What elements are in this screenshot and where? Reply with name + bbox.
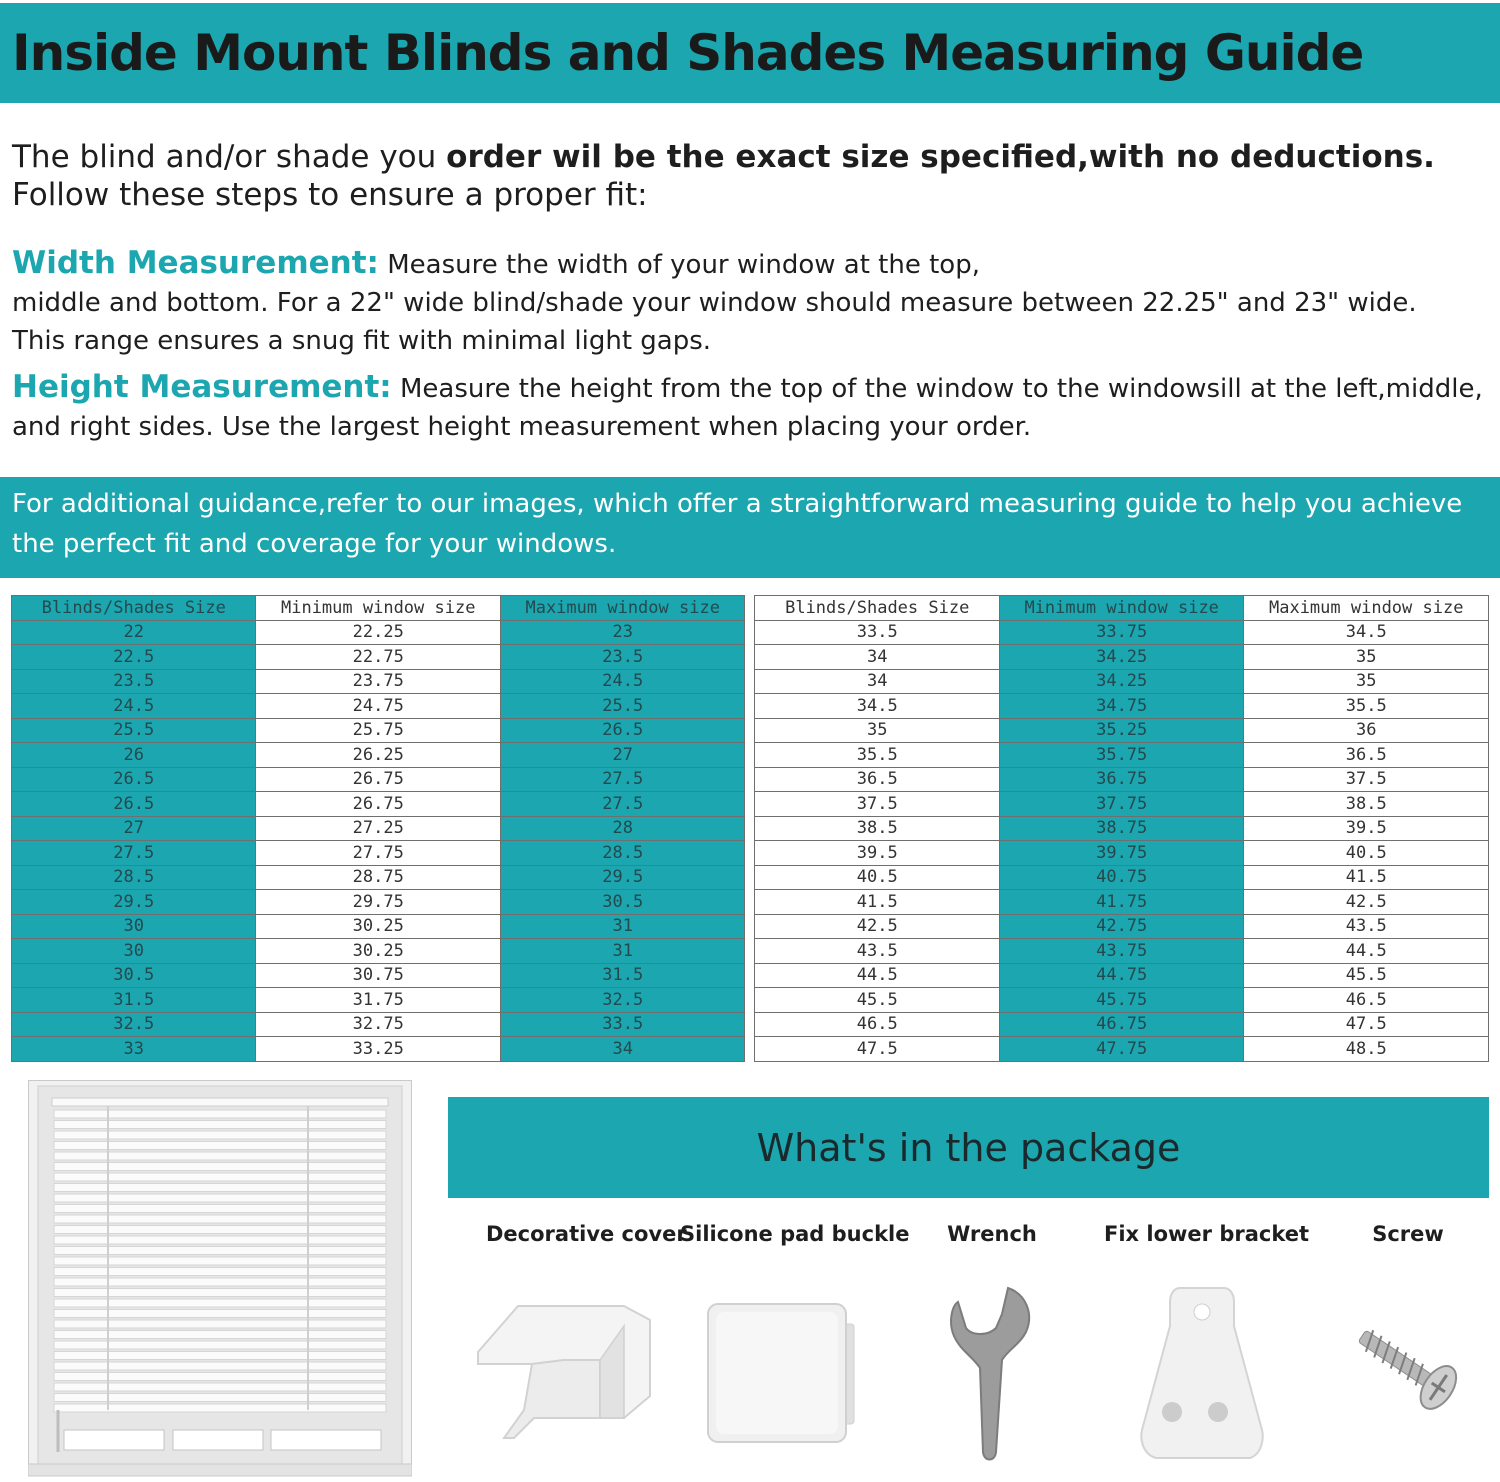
table-cell: 32.5 (12, 1012, 256, 1037)
blind-slat (54, 1320, 386, 1328)
blind-slat (54, 1289, 386, 1297)
table-cell: 27.5 (500, 767, 744, 792)
table-cell: 40.5 (755, 865, 999, 890)
blind-slat (54, 1404, 386, 1412)
table-row (12, 988, 1489, 1013)
table-cell: 34 (755, 645, 999, 670)
table-cell: 33 (12, 1037, 256, 1062)
blind-slat (54, 1341, 386, 1349)
table-cell: 26.5 (12, 792, 256, 817)
header-blind-size: Blinds/Shades Size (12, 596, 256, 621)
table-cell: 37.5 (1244, 767, 1489, 792)
table-cell: 46.5 (755, 1012, 999, 1037)
table-cell: 27 (500, 743, 744, 768)
blind-slat (54, 1268, 386, 1276)
blind-slat (54, 1383, 386, 1391)
table-cell: 36.5 (755, 767, 999, 792)
table-cell: 45.5 (1244, 963, 1489, 988)
table-cell: 35.5 (1244, 694, 1489, 719)
table-cell: 35 (755, 718, 999, 743)
table-row (12, 1037, 1489, 1062)
table-cell: 46.75 (999, 1012, 1243, 1037)
table-cell: 29.5 (500, 865, 744, 890)
table-cell: 46.5 (1244, 988, 1489, 1013)
table-cell: 47.5 (755, 1037, 999, 1062)
width-text3: This range ensures a snug fit with minimal light gaps. (12, 326, 712, 356)
table-cell: 39.5 (1244, 816, 1489, 841)
blind-slat (54, 1257, 386, 1265)
guidance-line2: the perfect fit and coverage for your windows. (12, 529, 617, 559)
table-cell: 29.75 (256, 890, 500, 915)
table-cell: 31.5 (500, 963, 744, 988)
blind-slat (54, 1110, 386, 1118)
table-cell: 44.5 (1244, 939, 1489, 964)
blind-slat (54, 1299, 386, 1307)
table-cell: 48.5 (1244, 1037, 1489, 1062)
table-cell: 30.25 (256, 914, 500, 939)
blind-slat (54, 1373, 386, 1381)
table-cell: 41.5 (755, 890, 999, 915)
table-row (12, 767, 1489, 792)
table-cell: 30 (12, 939, 256, 964)
height-text2: and right sides. Use the largest height measurement when placing your order. (12, 412, 1032, 442)
table-cell: 24.5 (12, 694, 256, 719)
table-cell: 41.5 (1244, 865, 1489, 890)
table-row (12, 1012, 1489, 1037)
blind-slat (54, 1331, 386, 1339)
table-cell: 43.5 (1244, 914, 1489, 939)
blind-slat (54, 1184, 386, 1192)
intro-line2: Follow these steps to ensure a proper fit: (12, 177, 648, 213)
table-cell: 45.5 (755, 988, 999, 1013)
blind-slat (54, 1142, 386, 1150)
item-label-decorative-cover: Decorative cover (486, 1222, 687, 1246)
table-row (12, 694, 1489, 719)
table-row (12, 645, 1489, 670)
table-row (12, 816, 1489, 841)
item-label-silicone-pad: Silicone pad buckle (680, 1222, 910, 1246)
window-blinds-image (28, 1080, 412, 1478)
screw-icon (1348, 1318, 1474, 1420)
width-text1: Measure the width of your window at the top, (378, 250, 980, 280)
blind-slat (54, 1121, 386, 1129)
blind-slat (54, 1131, 386, 1139)
table-cell: 35.25 (999, 718, 1243, 743)
table-cell: 42.5 (755, 914, 999, 939)
header-max-size: Maximum window size (1244, 596, 1489, 621)
table-cell: 22.5 (12, 645, 256, 670)
blind-slat (54, 1173, 386, 1181)
blind-slat (54, 1278, 386, 1286)
blind-slat (54, 1215, 386, 1223)
blind-slat (54, 1362, 386, 1370)
table-cell: 34.5 (1244, 620, 1489, 645)
table-cell: 26 (12, 743, 256, 768)
table-cell: 47.5 (1244, 1012, 1489, 1037)
table-cell: 28.75 (256, 865, 500, 890)
table-cell: 32.75 (256, 1012, 500, 1037)
table-cell: 45.75 (999, 988, 1243, 1013)
table-row (12, 890, 1489, 915)
table-cell: 32.5 (500, 988, 744, 1013)
table-cell: 27.25 (256, 816, 500, 841)
table-cell: 36.5 (1244, 743, 1489, 768)
decorative-cover-icon (474, 1300, 656, 1440)
table-cell: 25.5 (12, 718, 256, 743)
table-cell: 44.75 (999, 963, 1243, 988)
package-title: What's in the package (756, 1125, 1181, 1170)
bracket-icon (1138, 1286, 1266, 1462)
table-cell: 34 (755, 669, 999, 694)
table-cell: 43.5 (755, 939, 999, 964)
header-min-size: Minimum window size (256, 596, 500, 621)
table-cell: 22.75 (256, 645, 500, 670)
package-banner (448, 1097, 1489, 1198)
table-cell: 24.5 (500, 669, 744, 694)
table-cell: 39.75 (999, 841, 1243, 866)
wrench-icon (946, 1284, 1036, 1464)
table-cell: 35 (1244, 669, 1489, 694)
table-row (12, 718, 1489, 743)
table-cell: 27.5 (12, 841, 256, 866)
blind-slat (54, 1152, 386, 1160)
table-cell: 26.25 (256, 743, 500, 768)
blind-slat (54, 1394, 386, 1402)
table-cell: 40.75 (999, 865, 1243, 890)
table-cell: 38.75 (999, 816, 1243, 841)
table-cell: 26.75 (256, 792, 500, 817)
table-row (12, 792, 1489, 817)
table-cell: 22.25 (256, 620, 500, 645)
table-cell: 35 (1244, 645, 1489, 670)
table-cell: 28 (500, 816, 744, 841)
header-blind-size: Blinds/Shades Size (755, 596, 999, 621)
table-cell: 29.5 (12, 890, 256, 915)
table-cell: 44.5 (755, 963, 999, 988)
table-cell: 27.5 (500, 792, 744, 817)
table-cell: 30.5 (500, 890, 744, 915)
table-cell: 34.75 (999, 694, 1243, 719)
table-cell: 37.5 (755, 792, 999, 817)
table-header-row (12, 596, 1489, 621)
page-title: Inside Mount Blinds and Shades Measuring Guide (12, 24, 1364, 82)
table-cell: 26.75 (256, 767, 500, 792)
table-cell: 22 (12, 620, 256, 645)
table-cell: 37.75 (999, 792, 1243, 817)
table-cell: 36 (1244, 718, 1489, 743)
table-cell: 33.5 (755, 620, 999, 645)
blind-slat (54, 1226, 386, 1234)
blind-slat (54, 1163, 386, 1171)
blind-slat (54, 1352, 386, 1360)
table-cell: 36.75 (999, 767, 1243, 792)
title-bar (0, 3, 1500, 103)
table-cell: 40.5 (1244, 841, 1489, 866)
table-cell: 28.5 (500, 841, 744, 866)
height-heading: Height Measurement: (12, 369, 392, 405)
table-cell: 30.5 (12, 963, 256, 988)
table-cell: 41.75 (999, 890, 1243, 915)
table-cell: 38.5 (755, 816, 999, 841)
item-label-wrench: Wrench (947, 1222, 1037, 1246)
blind-slat (54, 1247, 386, 1255)
table-cell: 28.5 (12, 865, 256, 890)
table-row (12, 939, 1489, 964)
table-cell: 23.5 (12, 669, 256, 694)
header-max-size: Maximum window size (500, 596, 744, 621)
item-label-bracket: Fix lower bracket (1104, 1222, 1310, 1246)
width-text2: middle and bottom. For a 22" wide blind/shade your window should measure between 22.25" and 23" wide. (12, 288, 1417, 318)
table-cell: 30.75 (256, 963, 500, 988)
blind-slat (54, 1236, 386, 1244)
table-cell: 31 (500, 939, 744, 964)
table-cell: 30.25 (256, 939, 500, 964)
table-cell: 24.75 (256, 694, 500, 719)
table-cell: 35.75 (999, 743, 1243, 768)
guidance-line1: For additional guidance,refer to our images, which offer a straightforward measuring guide to help you achieve (12, 489, 1463, 519)
table-cell: 27 (12, 816, 256, 841)
table-cell: 33.75 (999, 620, 1243, 645)
table-cell: 42.5 (1244, 890, 1489, 915)
table-cell: 26.5 (12, 767, 256, 792)
table-cell: 26.5 (500, 718, 744, 743)
blind-slat (54, 1194, 386, 1202)
table-cell: 23.75 (256, 669, 500, 694)
table-cell: 43.75 (999, 939, 1243, 964)
table-cell: 23.5 (500, 645, 744, 670)
item-label-screw: Screw (1372, 1222, 1444, 1246)
table-cell: 31.75 (256, 988, 500, 1013)
intro-part1: The blind and/or shade you (12, 139, 447, 175)
table-cell: 34.5 (755, 694, 999, 719)
width-heading: Width Measurement: (12, 245, 379, 281)
table-cell: 30 (12, 914, 256, 939)
header-min-size: Minimum window size (999, 596, 1243, 621)
table-cell: 42.75 (999, 914, 1243, 939)
table-cell: 33.25 (256, 1037, 500, 1062)
table-cell: 38.5 (1244, 792, 1489, 817)
blind-slat (54, 1205, 386, 1213)
table-cell: 34.25 (999, 645, 1243, 670)
table-cell: 35.5 (755, 743, 999, 768)
height-text1: Measure the height from the top of the window to the windowsill at the left,middle, (391, 374, 1483, 404)
table-cell: 23 (500, 620, 744, 645)
guidance-banner (0, 477, 1500, 578)
table-cell: 25.5 (500, 694, 744, 719)
table-cell: 25.75 (256, 718, 500, 743)
table-cell: 39.5 (755, 841, 999, 866)
intro-text (12, 138, 1492, 214)
width-measurement (12, 244, 1492, 360)
table-row (12, 669, 1489, 694)
table-cell: 47.75 (999, 1037, 1243, 1062)
table-row (12, 620, 1489, 645)
table-row (12, 963, 1489, 988)
table-cell: 31 (500, 914, 744, 939)
table-cell: 31.5 (12, 988, 256, 1013)
table-cell: 33.5 (500, 1012, 744, 1037)
table-row (12, 841, 1489, 866)
table-cell: 34.25 (999, 669, 1243, 694)
blind-slat (54, 1310, 386, 1318)
size-table (11, 595, 1489, 1062)
table-row (12, 914, 1489, 939)
table-row (12, 743, 1489, 768)
height-measurement (12, 368, 1492, 446)
intro-bold: order wil be the exact size specified,with no deductions. (446, 139, 1435, 175)
table-cell: 27.75 (256, 841, 500, 866)
silicone-pad-icon (706, 1302, 858, 1444)
table-row (12, 865, 1489, 890)
table-cell: 34 (500, 1037, 744, 1062)
